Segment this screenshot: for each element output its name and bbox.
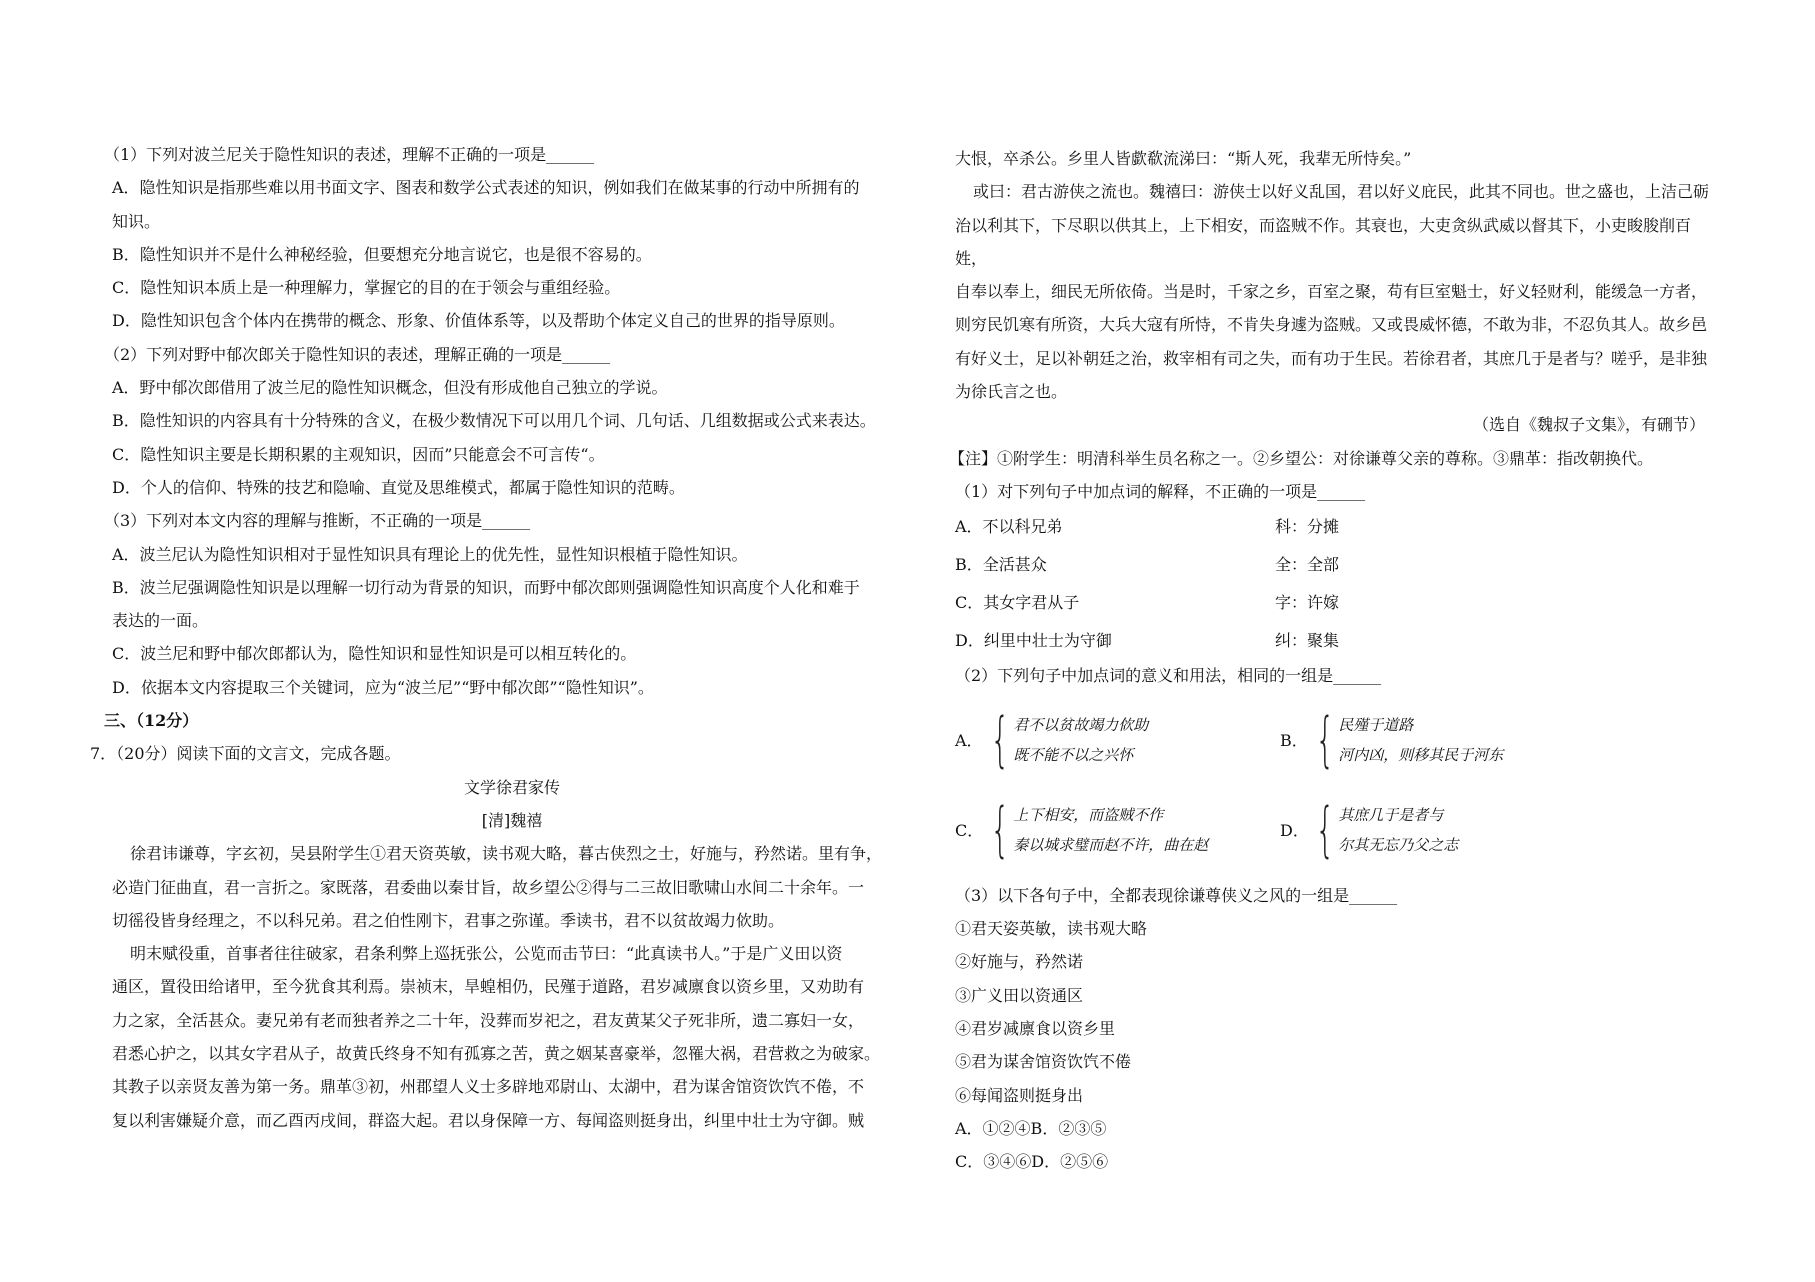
q2-option-row — [955, 787, 1715, 873]
q1-option-sentence: C．其女字君从子 — [955, 592, 1080, 612]
option-line: D．隐性知识包含个体内在携带的概念、形象、价值体系等，以及帮助个体定义自己的世界的指导原则。 — [112, 311, 845, 331]
q1-option-sentence: D．纠里中壮士为守御 — [955, 630, 1112, 650]
passage-title: 文学徐君家传 — [463, 777, 560, 797]
q2-option-line: 尔其无忘乃父之志 — [1338, 835, 1459, 854]
q2-option-label: B． — [1280, 731, 1308, 751]
q2-option-group — [955, 794, 1280, 865]
question-6-2: （2）下列对野中郁次郎关于隐性知识的表述，理解正确的一项是______ — [104, 344, 611, 364]
q2-option-row — [955, 697, 1715, 783]
passage-line: 有好义士，足以补朝廷之治，救宰相有司之失，而有功于生民。若徐君者，其庶几于是者与？嗟乎，是非独 — [955, 348, 1708, 368]
brace-icon: { — [990, 794, 1010, 865]
option-line: B．隐性知识并不是什么神秘经验，但要想充分地言说它，也是很不容易的。 — [112, 244, 652, 264]
option-line: 知识。 — [112, 211, 161, 231]
q2-option-line: 民殣于道路 — [1338, 715, 1414, 734]
q2-option-line: 君不以贫故竭力佽助 — [1013, 715, 1149, 734]
q3-answer-options: C．③④⑥D．②⑤⑥ — [955, 1152, 1109, 1172]
q2-option-line: 上下相安，而盗贼不作 — [1013, 805, 1164, 824]
q2-option-line: 其庶几于是者与 — [1338, 805, 1444, 824]
q1-option-row — [955, 584, 1715, 622]
option-line: D．个人的信仰、特殊的技艺和隐喻、直觉及思维模式，都属于隐性知识的范畴。 — [112, 477, 685, 497]
q2-option-lines — [1013, 710, 1148, 770]
passage-line: 徐君讳谦尊，字玄初，吴县附学生①君天资英敏，读书观大略，暮古侠烈之士，好施与，矜然诺。里有争， — [130, 844, 883, 864]
q2-option-lines — [1013, 800, 1208, 860]
question-6-3: （3）下列对本文内容的理解与推断，不正确的一项是______ — [104, 511, 531, 531]
q2-option-line: 河内凶，则移其民于河东 — [1338, 745, 1504, 764]
q1-option-gloss: 全：全部 — [1275, 555, 1340, 575]
option-line: A．波兰尼认为隐性知识相对于显性知识具有理论上的优先性，显性知识根植于隐性知识。 — [112, 544, 748, 564]
passage-line: 治以利其下，下尽职以供其上，上下相安，而盗贼不作。其衰也，大吏贪纵武威以督其下，小吏睃朘削百姓， — [955, 215, 1692, 268]
q1-option-row — [955, 622, 1715, 660]
q1-option-sentence: A．不以科兄弟 — [955, 517, 1063, 537]
passage-line: 大恨，卒杀公。乡里人皆歔欷流涕曰：“斯人死，我辈无所恃矣。” — [955, 149, 1412, 168]
passage-line: 通区，置役田给诸甲，至今犹食其利焉。崇祯末，旱蝗相仍，民殣于道路，君岁减廪食以资乡里，又劝助有 — [112, 977, 865, 997]
option-line: A．野中郁次郎借用了波兰尼的隐性知识概念，但没有形成他自己独立的学说。 — [112, 378, 668, 398]
q1-option-gloss: 字：许嫁 — [1275, 592, 1340, 612]
q1-option-row — [955, 546, 1715, 584]
passage-line: 为徐氏言之也。 — [955, 382, 1068, 402]
passage-line: 或曰：君古游侠之流也。魏禧曰：游侠士以好义乱国，君以好义庇民，此其不同也。世之盛也，上洁己砺 — [973, 182, 1710, 202]
q2-option-group — [955, 704, 1280, 775]
q3-item: ②好施与，矜然诺 — [955, 952, 1084, 972]
option-line: B．隐性知识的内容具有十分特殊的含义，在极少数情况下可以用几个词、几句话、几组数据或公式来表达。 — [112, 411, 876, 431]
option-line: B．波兰尼强调隐性知识是以理解一切行动为背景的知识，而野中郁次郎则强调隐性知识高度个人化和难于 — [112, 577, 860, 597]
q2-option-group — [1280, 794, 1605, 865]
option-line: 表达的一面。 — [112, 611, 209, 631]
question-7-1: （1）对下列句子中加点词的解释，不正确的一项是______ — [955, 481, 1366, 501]
passage-line: 切徭役皆身经理之，不以科兄弟。君之伯性刚卞，君事之弥谨。季读书，君不以贫故竭力佽助。 — [112, 910, 785, 930]
passage-source: （选自《魏叔子文集》，有硎节） — [1472, 415, 1705, 435]
passage-line: 必造门征曲直，君一言折之。家既落，君委曲以秦甘旨，故乡望公②得与二三故旧歌啸山水间二十余年。一 — [112, 877, 865, 897]
passage-note: 【注】①附学生：明清科举生员名称之一。②乡望公：对徐谦尊父亲的尊称。③鼎革：指改朝换代。 — [949, 448, 1654, 468]
passage-line: 明末赋役重，首事者往往破家，君条利弊上巡抚张公，公览而击节曰：“此真读书人。”于是广义田以资 — [130, 944, 843, 964]
q2-option-label: D． — [1280, 821, 1309, 841]
option-line: C．隐性知识本质上是一种理解力，掌握它的目的在于领会与重组经验。 — [112, 278, 621, 298]
q2-option-group — [1280, 704, 1605, 775]
q1-option-gloss: 科：分摊 — [1275, 517, 1340, 537]
passage-line: 君悉心护之，以其女字君从子，故黄氏终身不知有孤寡之苦，黄之姻某喜豪举，忽罹大祸，君营救之为破家。 — [112, 1044, 881, 1064]
q2-option-label: C． — [955, 821, 984, 841]
passage-line: 其教子以亲贤友善为第一务。鼎革③初，州郡望人义士多辟地邓尉山、太湖中，君为谋舍馆资饮饩不倦，不 — [112, 1077, 865, 1097]
q3-item: ⑥每闻盗则挺身出 — [955, 1085, 1084, 1105]
q1-option-row — [955, 508, 1715, 546]
brace-icon: { — [1315, 704, 1335, 775]
q2-option-label: A． — [955, 731, 983, 751]
question-7: 7．（20分）阅读下面的文言文，完成各题。 — [90, 744, 401, 764]
brace-icon: { — [1315, 794, 1335, 865]
q3-item: ③广义田以资通区 — [955, 985, 1084, 1005]
q3-item: ④君岁减廪食以资乡里 — [955, 1018, 1116, 1038]
right-column — [949, 142, 1715, 1178]
q1-option-gloss: 纠：聚集 — [1275, 630, 1340, 650]
q3-answer-options: A．①②④B．②③⑤ — [955, 1118, 1107, 1138]
left-column — [90, 138, 912, 1137]
q1-option-sentence: B．全活甚众 — [955, 555, 1047, 575]
q2-option-lines — [1338, 710, 1503, 770]
question-7-2: （2）下列句子中加点词的意义和用法，相同的一组是______ — [955, 666, 1382, 686]
question-6-1: （1）下列对波兰尼关于隐性知识的表述，理解不正确的一项是______ — [104, 145, 595, 164]
option-line: C．隐性知识主要是长期积累的主观知识，因而”只能意会不可言传“。 — [112, 444, 605, 464]
q3-item: ①君天姿英敏，读书观大略 — [955, 919, 1148, 939]
passage-line: 则穷民饥寒有所资，大兵大寇有所恃，不肯失身遽为盗贼。又或畏威怀德，不敢为非，不忍负其人。故乡邑 — [955, 315, 1708, 335]
q2-option-line: 既不能不以之兴怀 — [1013, 745, 1134, 764]
q2-option-line: 秦以城求璧而赵不许，曲在赵 — [1013, 835, 1209, 854]
section-heading: 三、（12分） — [104, 711, 199, 731]
option-line: A．隐性知识是指那些难以用书面文字、图表和数学公式表述的知识，例如我们在做某事的行动中所拥有的 — [112, 178, 860, 198]
passage-author: [清]魏禧 — [481, 810, 543, 830]
question-7-3: （3）以下各句子中，全都表现徐谦尊侠义之风的一组是______ — [955, 885, 1398, 905]
option-line: D．依据本文内容提取三个关键词，应为“波兰尼”“野中郁次郎”“隐性知识”。 — [112, 677, 654, 697]
brace-icon: { — [990, 704, 1010, 775]
q3-item: ⑤君为谋舍馆资饮饩不倦 — [955, 1052, 1132, 1072]
q2-option-lines — [1338, 800, 1458, 860]
passage-line: 力之家，全活甚众。妻兄弟有老而独者养之二十年，没葬而岁祀之，君友黄某父子死非所，遗二寡妇一女， — [112, 1010, 865, 1030]
option-line: C．波兰尼和野中郁次郎都认为，隐性知识和显性知识是可以相互转化的。 — [112, 644, 637, 664]
passage-line: 复以利害嫌疑介意，而乙酉丙戌间，群盗大起。君以身保障一方、每闻盗则挺身出，纠里中壮士为守御。贼 — [112, 1110, 865, 1130]
passage-line: 自奉以奉上，细民无所依倚。当是时，千家之乡，百室之聚，苟有巨室魁士，好义轻财利，能缓急一方者， — [955, 282, 1708, 302]
